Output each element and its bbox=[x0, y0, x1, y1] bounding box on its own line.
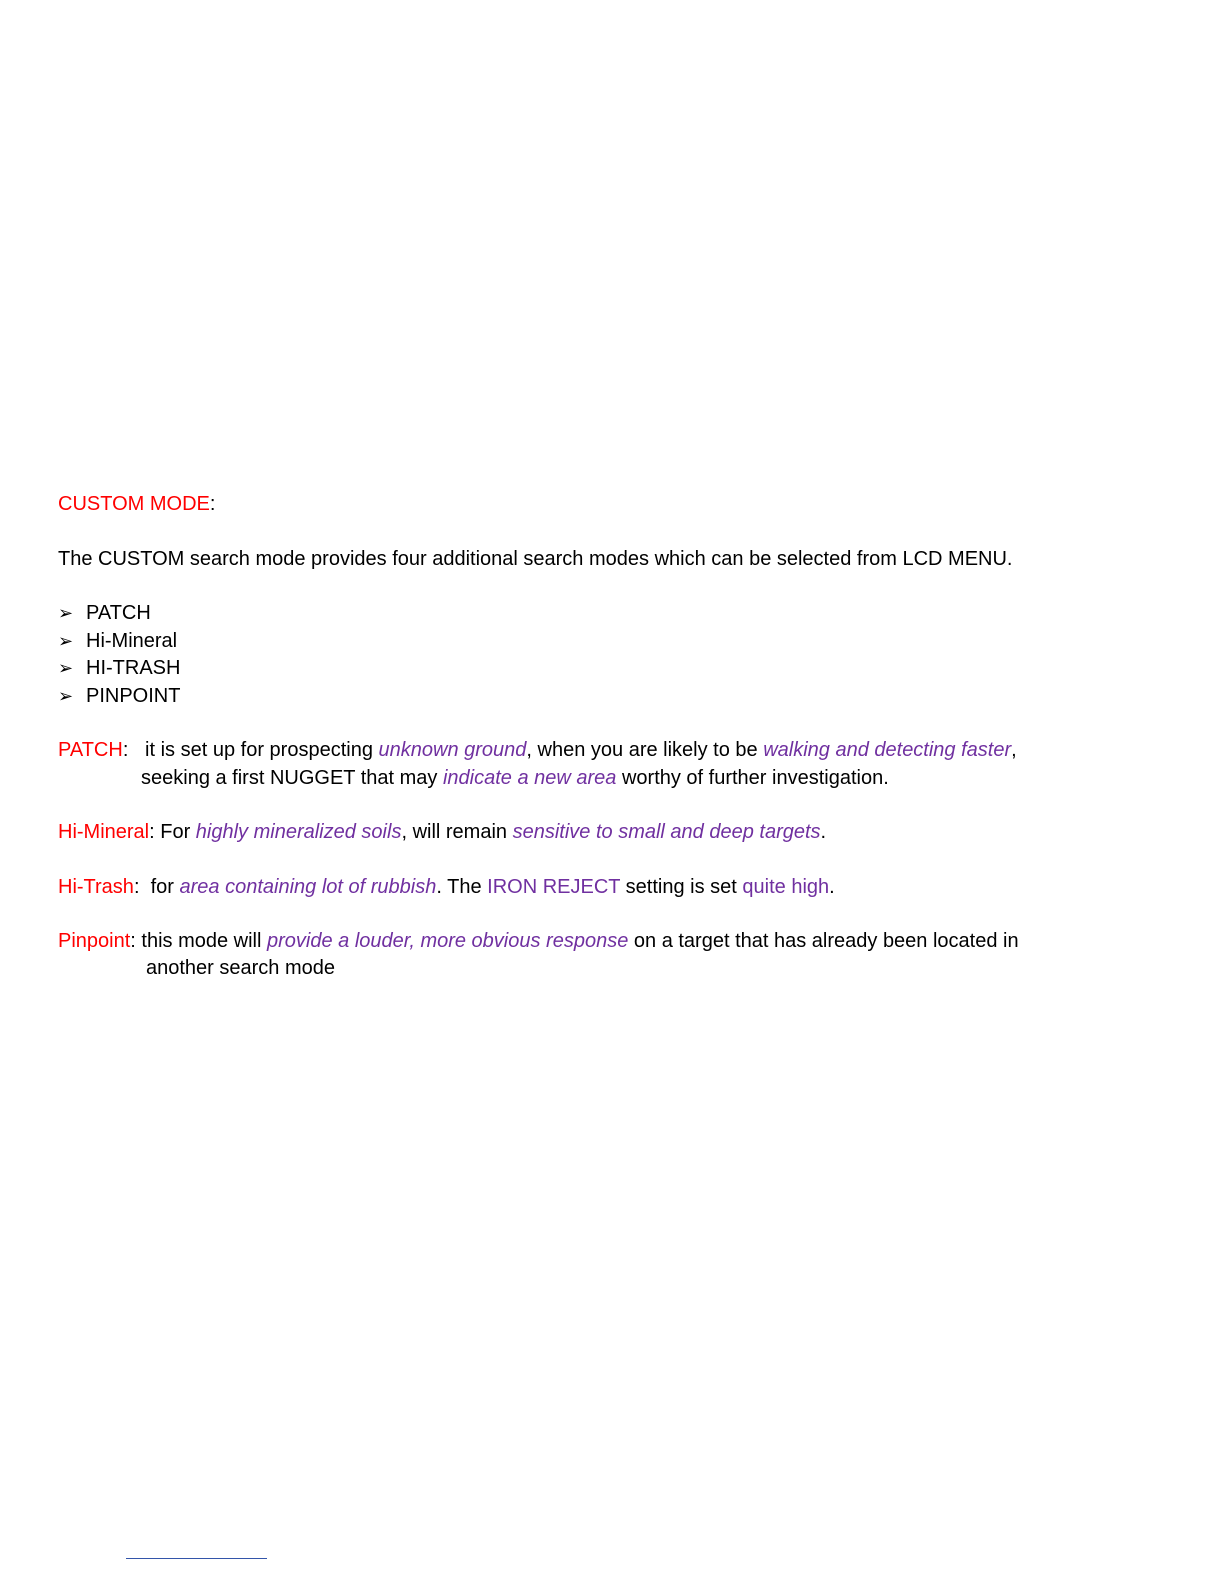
footnote-divider bbox=[126, 1558, 267, 1559]
arrowhead-bullet-icon: ➢ bbox=[58, 658, 74, 679]
himineral-text: , will remain bbox=[401, 821, 513, 843]
heading-colon: : bbox=[209, 493, 216, 515]
list-item-label: Hi-Mineral bbox=[86, 630, 178, 652]
pinpoint-text: : this mode will bbox=[130, 930, 267, 952]
list-item-label: PATCH bbox=[86, 602, 151, 624]
pinpoint-term: Pinpoint bbox=[58, 930, 131, 952]
pinpoint-description bbox=[58, 929, 1019, 953]
list-item-label: HI-TRASH bbox=[86, 657, 181, 679]
patch-description bbox=[58, 738, 1017, 762]
hitrash-description bbox=[58, 875, 835, 899]
hitrash-emphasis: area containing lot of rubbish bbox=[179, 876, 437, 898]
list-item bbox=[58, 656, 180, 681]
himineral-emphasis: sensitive to small and deep targets bbox=[512, 821, 821, 843]
arrowhead-bullet-icon: ➢ bbox=[58, 631, 74, 652]
hitrash-highlight: IRON REJECT bbox=[487, 876, 621, 898]
hitrash-text: . The bbox=[436, 876, 488, 898]
pinpoint-text: on a target that has already been located in bbox=[628, 930, 1019, 952]
himineral-text: : For bbox=[149, 821, 196, 843]
himineral-emphasis: highly mineralized soils bbox=[195, 821, 402, 843]
hitrash-text: . bbox=[829, 876, 835, 898]
patch-text: seeking a first NUGGET that may bbox=[141, 767, 443, 789]
intro-paragraph: The CUSTOM search mode provides four additional search modes which can be selected from LCD MENU. bbox=[58, 548, 1013, 570]
himineral-description bbox=[58, 820, 826, 844]
section-heading bbox=[58, 492, 215, 516]
patch-description-continued bbox=[141, 766, 889, 790]
himineral-text: . bbox=[820, 821, 827, 843]
patch-term: PATCH bbox=[58, 739, 123, 761]
patch-emphasis: indicate a new area bbox=[442, 767, 617, 789]
hitrash-text: setting is set bbox=[620, 876, 743, 898]
himineral-term: Hi-Mineral bbox=[58, 821, 150, 843]
patch-emphasis: walking and detecting faster bbox=[763, 739, 1012, 761]
patch-text: : it is set up for prospecting bbox=[122, 739, 379, 761]
hitrash-term: Hi-Trash bbox=[58, 876, 134, 898]
arrowhead-bullet-icon: ➢ bbox=[58, 686, 74, 707]
list-item-label: PINPOINT bbox=[86, 685, 181, 707]
list-item bbox=[58, 601, 151, 626]
hitrash-highlight: quite high bbox=[742, 876, 830, 898]
arrowhead-bullet-icon: ➢ bbox=[58, 603, 74, 624]
patch-text: worthy of further investigation. bbox=[616, 767, 889, 789]
patch-text: , when you are likely to be bbox=[526, 739, 764, 761]
hitrash-text: : for bbox=[133, 876, 180, 898]
pinpoint-description-continued: another search mode bbox=[146, 957, 336, 979]
patch-text: , bbox=[1011, 739, 1017, 761]
pinpoint-emphasis: provide a louder, more obvious response bbox=[267, 930, 629, 952]
heading-label: CUSTOM MODE bbox=[58, 493, 210, 515]
list-item bbox=[58, 629, 177, 654]
list-item bbox=[58, 684, 180, 709]
patch-emphasis: unknown ground bbox=[378, 739, 527, 761]
